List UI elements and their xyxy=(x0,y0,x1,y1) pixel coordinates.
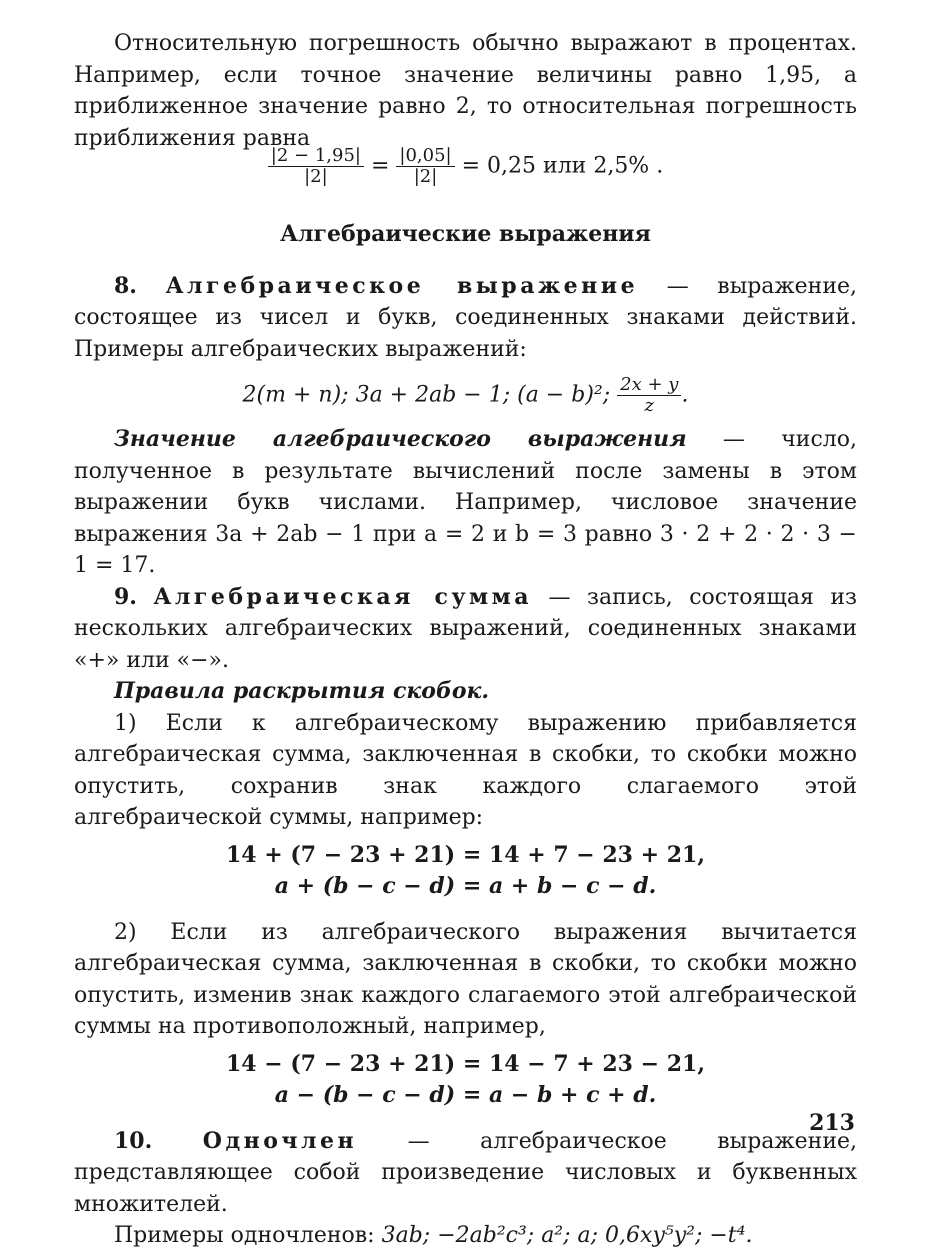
rule-1-formulas xyxy=(74,840,857,903)
expression-value-term: Значение алгебраического выражения xyxy=(114,426,687,452)
fraction-2 xyxy=(396,146,454,187)
monomial-examples-list: 3ab; −2ab²c³; a²; a; 0,6xy⁵y²; −t⁴. xyxy=(381,1223,753,1248)
bracket-rules-title: Правила раскрытия скобок. xyxy=(114,678,490,704)
formula-result: = 0,25 или 2,5% . xyxy=(461,153,664,179)
relative-error-paragraph: Относительную погрешность обычно выражают в процентах. Например, если точное значение величины равно 1,95, а приближенное значение равно 2, то относительная погрешность приближения равна xyxy=(74,31,857,151)
equals-sign: = xyxy=(370,153,390,179)
example-fraction-numerator: 2x + y xyxy=(617,375,681,396)
section-10-term: Одночлен xyxy=(202,1127,358,1154)
fraction-1-numerator: |2 − 1,95| xyxy=(268,146,364,167)
monomial-examples-label: Примеры одночленов: xyxy=(114,1223,382,1248)
section-8-text: — выражение, состоящее из чисел и букв, соединенных знаками действий. Примеры алгебраических выражений: xyxy=(74,273,857,362)
section-10-number: 10. xyxy=(114,1127,153,1154)
fraction-2-denominator: |2| xyxy=(413,166,438,187)
fraction-1-denominator: |2| xyxy=(304,166,328,187)
section-8-examples xyxy=(74,375,857,416)
section-10-text: — алгебраическое выражение, представляющее собой произведение числовых и буквенных множителей. xyxy=(74,1128,857,1217)
rule-1: 1) Если к алгебраическому выражению прибавляется алгебраическая сумма, заключенная в скобки, то скобки можно опустить, сохранив знак каждого слагаемого этой алгебраической суммы, например: xyxy=(74,710,857,830)
rule-2-numeric-example: 14 − (7 − 23 + 21) = 14 − 7 + 23 − 21, xyxy=(225,1050,706,1077)
rule-1-numeric-example: 14 + (7 − 23 + 21) = 14 + 7 − 23 + 21, xyxy=(225,841,706,868)
examples-end: . xyxy=(681,382,689,408)
section-heading: Алгебраические выражения xyxy=(280,221,651,247)
fraction-1 xyxy=(268,146,364,187)
example-fraction-denominator: z xyxy=(644,395,655,416)
expression-value-paragraph xyxy=(74,424,857,582)
expression-value-text: — число, полученное в результате вычислений после замены в этом выражении букв числами. Например, числовое значение выражения 3a + 2ab − 1 при a = 2 и b = 3 равно 3 · 2 + 2 · 2 · 3 − 1 = 17. xyxy=(74,427,857,578)
section-8-definition xyxy=(74,271,857,366)
example-fraction xyxy=(617,375,681,416)
section-10-definition xyxy=(74,1126,857,1221)
section-9-definition xyxy=(74,582,857,677)
rule-2: 2) Если из алгебраического выражения вычитается алгебраическая сумма, заключенная в скобки, то скобки можно опустить, изменив знак каждого слагаемого этой алгебраической суммы на противоположный, например, xyxy=(74,919,857,1039)
section-9-text: — запись, состоящая из нескольких алгебраических выражений, соединенных знаками «+» или «−». xyxy=(74,584,858,673)
examples-expressions: 2(m + n); 3a + 2ab − 1; (a − b)²; xyxy=(242,382,611,408)
page-number: 213 xyxy=(809,1110,855,1136)
monomial-examples xyxy=(74,1220,857,1252)
section-8-term: Алгебраическое выражение xyxy=(165,272,639,299)
rule-2-formulas xyxy=(74,1049,857,1112)
section-9-term: Алгебраическая сумма xyxy=(153,583,533,610)
rule-1-letter-example: a + (b − c − d) = a + b − c − d. xyxy=(274,873,657,899)
fraction-2-numerator: |0,05| xyxy=(396,146,454,167)
rule-2-letter-example: a − (b − c − d) = a − b + c + d. xyxy=(274,1082,657,1108)
section-8-number: 8. xyxy=(114,272,137,299)
section-9-number: 9. xyxy=(114,583,137,610)
